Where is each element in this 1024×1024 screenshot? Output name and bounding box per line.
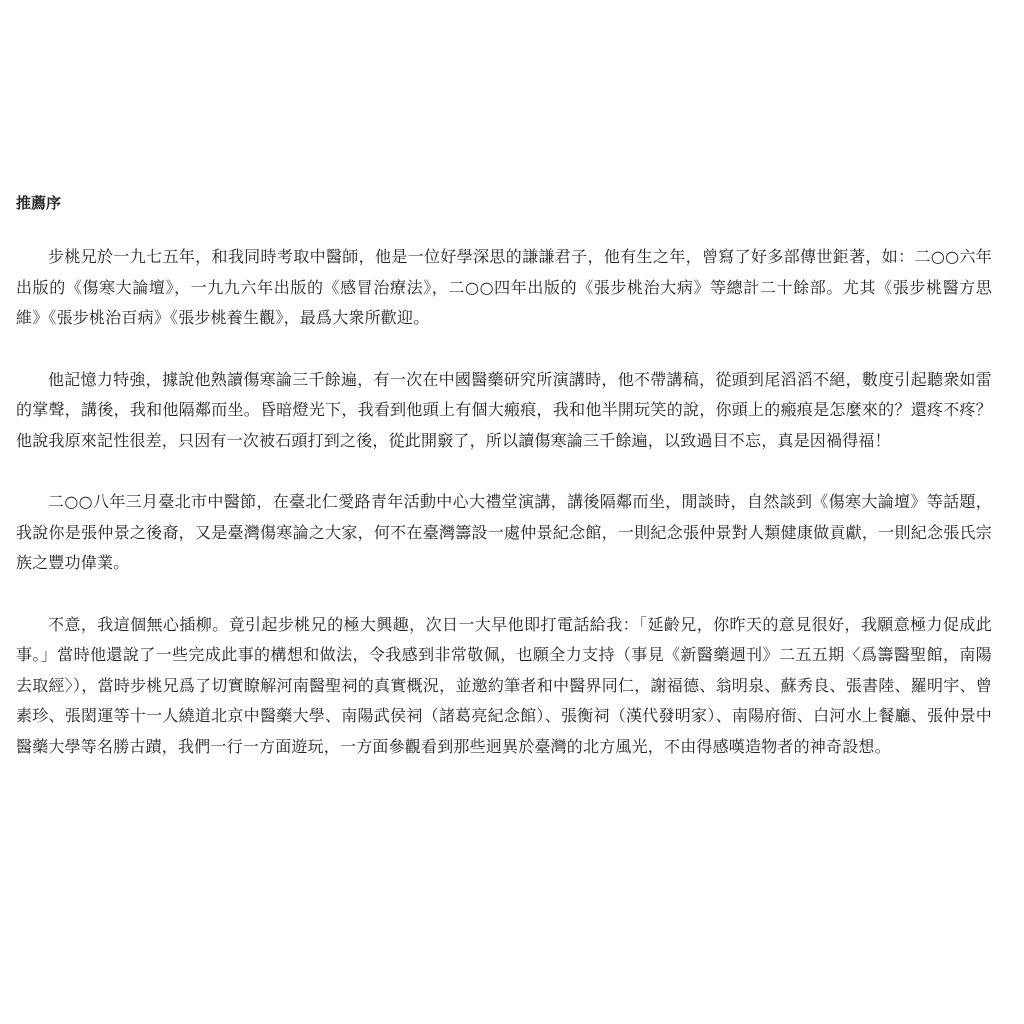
paragraph-4: 不意，我這個無心插柳。竟引起步桃兄的極大興趣，次日一大早他即打電話給我：「延齡兄，你昨天的意見很好，我願意極力促成此事。」當時他還說了一些完成此事的構想和做法，令我感到非常敬佩，也願全力支持（事見《新醫藥週刊》二五五期〈爲籌醫聖館，南陽去取經〉），當時步桃兄爲了切實瞭解河南醫聖祠的真實概況，並邀約筆者和中醫界同仁，謝福德、翁明泉、蘇秀良、張書陸、羅明宇、曾素珍、張閎運等十一人繞道北京中醫藥大學、南陽武侯祠（諸葛亮紀念館）、張衡祠（漢代發明家）、南陽府衙、白河水上餐廳、張仲景中醫藥大學等名勝古蹟，我們一行一方面遊玩，一方面參觀看到那些迥異於臺灣的北方風光，不由得感嘆造物者的神奇設想。: [16, 614, 992, 756]
article: [16, 190, 992, 793]
paragraph-3: 二○○八年三月臺北市中醫節，在臺北仁愛路青年活動中心大禮堂演講，講後隔鄰而坐，閒談時，自然談到《傷寒大論壇》等話題，我說你是張仲景之後裔，又是臺灣傷寒論之大家，何不在臺灣籌設一處仲景紀念館，一則紀念張仲景對人類健康做貢獻，一則紀念張氏宗族之豐功偉業。: [16, 492, 992, 572]
paragraph-1: 步桃兄於一九七五年，和我同時考取中醫師，他是一位好學深思的謙謙君子，他有生之年，曾寫了好多部傳世鉅著，如：二○○六年出版的《傷寒大論壇》，一九九六年出版的《感冒治療法》，二○○四年出版的《張步桃治大病》等總計二十餘部。尤其《張步桃醫方思維》《張步桃治百病》《張步桃養生觀》，最爲大衆所歡迎。: [16, 247, 992, 327]
paragraph-2: 他記憶力特強，據說他熟讀傷寒論三千餘遍，有一次在中國醫藥研究所演講時，他不帶講稿，從頭到尾滔滔不絕，數度引起聽衆如雷的掌聲，講後，我和他隔鄰而坐。昏暗燈光下，我看到他頭上有個大瘢痕，我和他半開玩笑的說，你頭上的瘢痕是怎麼來的？還疼不疼？他說我原來記性很差，只因有一次被石頭打到之後，從此開竅了，所以讀傷寒論三千餘遍，以致過目不忘，真是因禍得福！: [16, 369, 992, 450]
article-title: 推薦序: [16, 194, 62, 212]
